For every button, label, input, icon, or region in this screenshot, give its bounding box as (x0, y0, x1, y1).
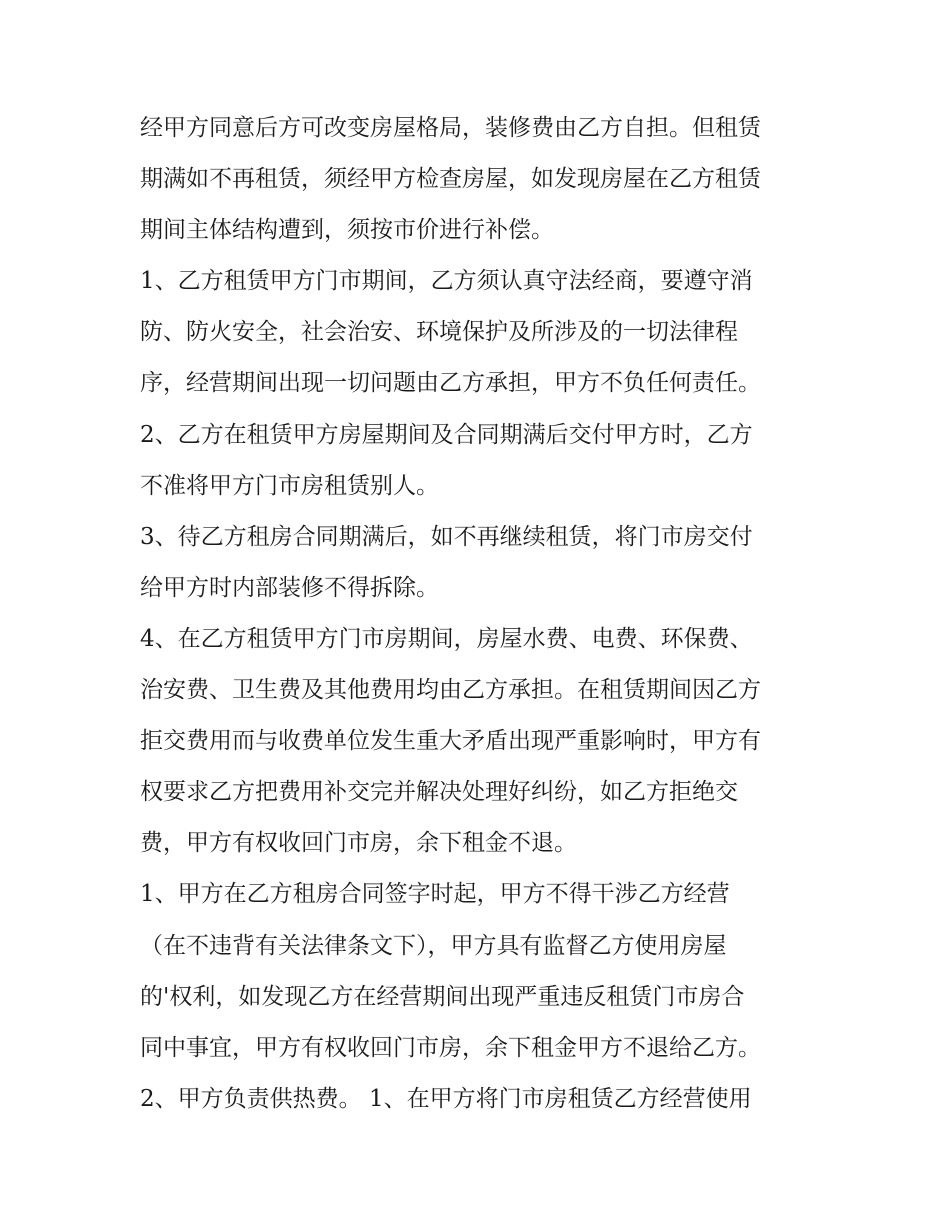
text-line: 序，经营期间出现一切问题由乙方承担，甲方不负任何责任。 (140, 370, 761, 397)
text-line: 2、乙方在租赁甲方房屋期间及合同期满后交付甲方时，乙方 (140, 421, 753, 448)
text-line: 期满如不再租赁，须经甲方检查房屋，如发现房屋在乙方租赁 (140, 166, 761, 193)
text-line: 拒交费用而与收费单位发生重大矛盾出现严重影响时，甲方有 (140, 728, 761, 755)
text-line: 4、在乙方租赁甲方门市房期间，房屋水费、电费、环保费、 (140, 625, 753, 652)
text-line: 的'权利，如发现乙方在经营期间出现严重违反租赁门市房合 (140, 983, 745, 1010)
text-line: 不准将甲方门市房租赁别人。 (140, 472, 439, 499)
text-line: 2、甲方负责供热费。 1、在甲方将门市房租赁乙方经营使用 (140, 1085, 752, 1112)
text-line: （在不违背有关法律条文下），甲方具有监督乙方使用房屋 (140, 932, 727, 959)
text-line: 权要求乙方把费用补交完并解决处理好纠纷，如乙方拒绝交 (140, 779, 738, 806)
text-line: 1、甲方在乙方租房合同签字时起，甲方不得干涉乙方经营 (140, 881, 730, 908)
text-line: 经甲方同意后方可改变房屋格局，装修费由乙方自担。但租赁 (140, 115, 761, 141)
text-line: 期间主体结构遭到，须按市价进行补偿。 (140, 217, 554, 244)
document-body (140, 103, 820, 1125)
text-line: 3、待乙方租房合同期满后，如不再继续租赁，将门市房交付 (140, 523, 753, 550)
text-line: 给甲方时内部装修不得拆除。 (140, 574, 439, 601)
text-line: 治安费、卫生费及其他费用均由乙方承担。在租赁期间因乙方 (140, 677, 761, 704)
text-line: 同中事宜，甲方有权收回门市房，余下租金甲方不退给乙方。 (140, 1034, 761, 1061)
text-line: 防、防火安全，社会治安、环境保护及所涉及的一切法律程 (140, 319, 738, 346)
text-line: 1、乙方租赁甲方门市期间，乙方须认真守法经商，要遵守消 (140, 268, 753, 295)
text-line: 费，甲方有权收回门市房，余下租金不退。 (140, 830, 577, 857)
